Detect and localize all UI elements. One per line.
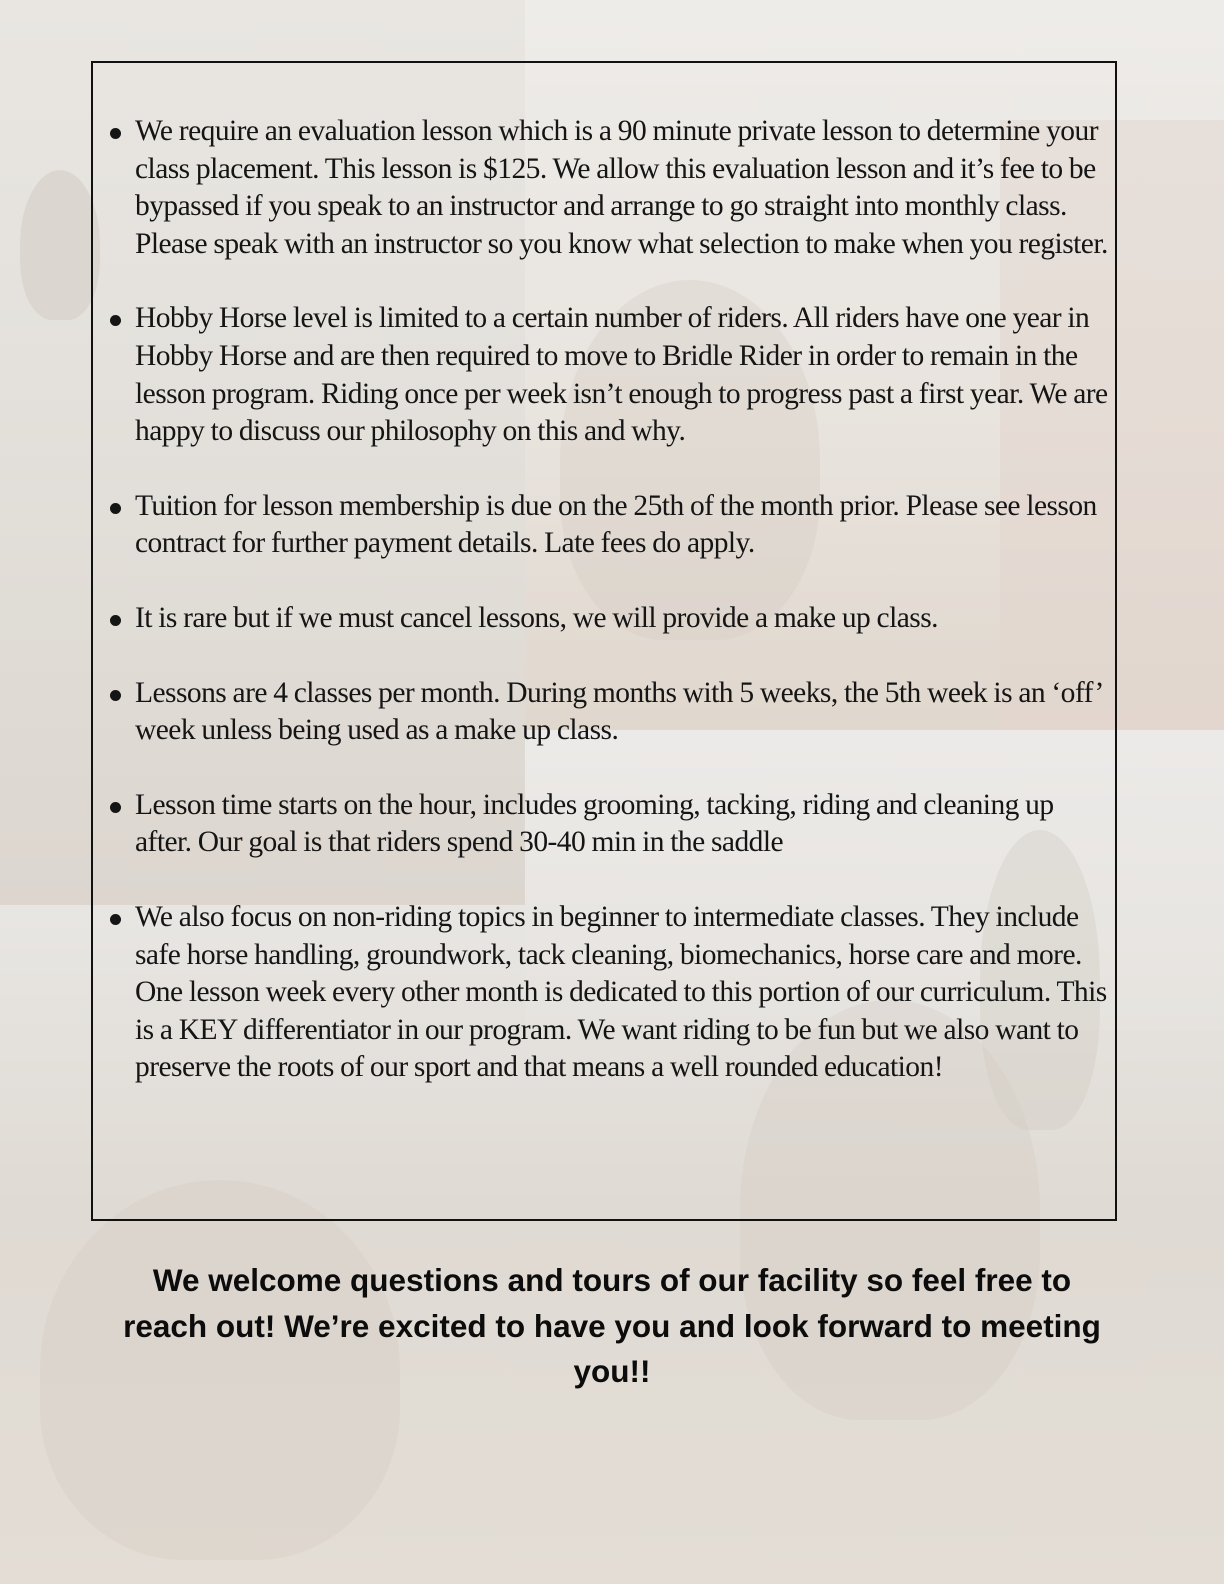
policy-box (91, 61, 1117, 1221)
bullet-icon (110, 802, 121, 813)
policy-item-non-riding-topics (107, 899, 1113, 1087)
policy-item-text: Tuition for lesson membership is due on the 25th of the month prior. Please see lesson contract for further payment details. Late fees do apply. (135, 489, 1097, 560)
background-rider-silhouette (20, 170, 100, 320)
policy-item-cancellation (107, 600, 1113, 638)
policy-item-text: Hobby Horse level is limited to a certain number of riders. All riders have one year in Hobby Horse and are then required to move to Bridle Rider in order to remain in the lesson program. Riding once per week isn’t enough to progress past a first year. We are happy to discuss our philosophy on this and why. (135, 302, 1108, 448)
policy-item-lesson-time (107, 787, 1113, 862)
bullet-icon (110, 615, 121, 626)
policy-item-text: We require an evaluation lesson which is a 90 minute private lesson to determine your class placement. This lesson is $125. We allow this evaluation lesson and it’s fee to be bypassed if you speak to an instructor and arrange to go straight into monthly class. Please speak with an instructor so you know what selection to make when you register. (135, 115, 1108, 260)
policy-item-text: It is rare but if we must cancel lessons, we will provide a make up class. (135, 601, 938, 634)
bullet-icon (110, 315, 121, 326)
bullet-icon (110, 914, 121, 925)
bullet-icon (110, 690, 121, 701)
closing-message: We welcome questions and tours of our facility so feel free to reach out! We’re excited to have you and look forward to meeting you!! (123, 1262, 1101, 1389)
bullet-icon (110, 503, 121, 514)
policy-item-text: We also focus on non-riding topics in beginner to intermediate classes. They include safe horse handling, groundwork, tack cleaning, biomechanics, horse care and more. One lesson week every other month is dedicated to this portion of our curriculum. This is a KEY differentiator in our program. We want riding to be fun but we also want to preserve the roots of our sport and that means a well rounded education! (135, 900, 1107, 1084)
policy-list (107, 113, 1113, 1124)
policy-item-evaluation (107, 113, 1113, 263)
policy-item-classes-per-month (107, 675, 1113, 750)
policy-item-tuition (107, 488, 1113, 563)
policy-item-hobby-horse (107, 300, 1113, 450)
bullet-icon (110, 128, 121, 139)
policy-item-text: Lessons are 4 classes per month. During months with 5 weeks, the 5th week is an ‘off’ week unless being used as a make up class. (135, 676, 1102, 747)
policy-item-text: Lesson time starts on the hour, includes grooming, tacking, riding and cleaning up after. Our goal is that riders spend 30-40 min in the saddle (135, 788, 1054, 859)
